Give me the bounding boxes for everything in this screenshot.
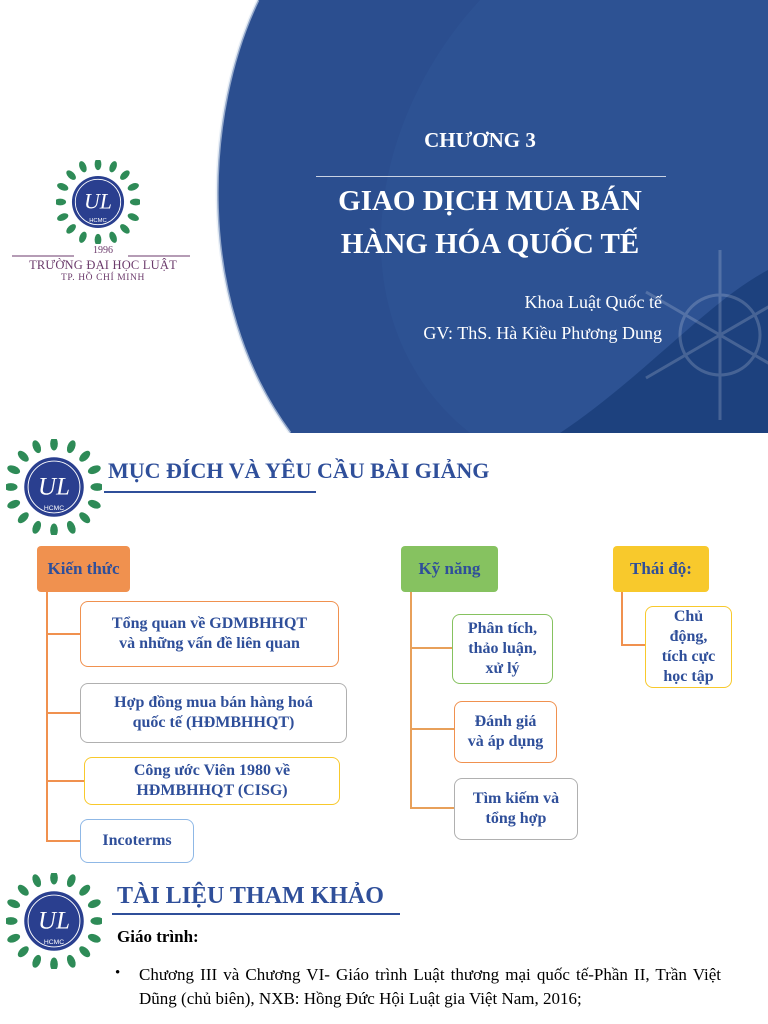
university-city: TP. HỒ CHÍ MINH (61, 273, 145, 283)
skills-connector-1 (410, 647, 452, 649)
attitude-item: Chủ động, tích cực học tập (645, 606, 732, 688)
skills-item: Phân tích, thảo luận, xử lý (452, 614, 553, 684)
category-skills: Kỹ năng (401, 546, 498, 592)
knowledge-item: Tổng quan về GDMBHHQT và những vấn đề liên quan (80, 601, 339, 667)
references-slide (0, 863, 768, 1024)
department-name: Khoa Luật Quốc tế (524, 292, 662, 312)
category-attitude: Thái độ: (613, 546, 709, 592)
svg-text:UL: UL (38, 473, 70, 501)
knowledge-connector-vertical (46, 592, 48, 841)
knowledge-connector-2 (46, 712, 80, 714)
skills-item: Đánh giá và áp dụng (454, 701, 557, 763)
chapter-label: CHƯƠNG 3 (424, 128, 536, 152)
title-slide (0, 0, 768, 433)
category-knowledge: Kiến thức (37, 546, 130, 592)
references-heading: TÀI LIỆU THAM KHẢO (117, 883, 384, 909)
university-name: TRƯỜNG ĐẠI HỌC LUẬT (29, 258, 177, 272)
heading-underline (104, 491, 316, 493)
heading-underline (112, 913, 400, 915)
knowledge-item: Công ước Viên 1980 về HĐMBHHQT (CISG) (84, 757, 340, 805)
textbook-subheading: Giáo trình: (117, 927, 199, 946)
knowledge-item: Incoterms (80, 819, 194, 863)
attitude-connector-1 (621, 644, 646, 646)
university-logo (56, 160, 140, 244)
skills-connector-vertical (410, 592, 412, 808)
svg-text:HCMC: HCMC (89, 218, 107, 225)
knowledge-connector-1 (46, 633, 80, 635)
objectives-slide (0, 433, 768, 863)
skills-connector-2 (410, 728, 454, 730)
attitude-connector-vertical (621, 592, 623, 645)
university-founded-year: 1996 (93, 245, 113, 256)
knowledge-item: Hợp đồng mua bán hàng hoá quốc tế (HĐMBHHQT) (80, 683, 347, 743)
skills-item: Tìm kiếm và tổng hợp (454, 778, 578, 840)
svg-text:HCMC: HCMC (43, 505, 65, 513)
svg-text:UL: UL (38, 907, 70, 935)
slide-title-line1: GIAO DỊCH MUA BÁN (338, 185, 642, 217)
reference-item: Chương III và Chương VI- Giáo trình Luật thương mại quốc tế-Phần II, Trần Việt Dũng (chủ biên), NXB: Hồng Đức Hội Luật gia Việt Nam, 2016; (139, 965, 721, 1008)
teacher-name: GV: ThS. Hà Kiều Phương Dung (423, 323, 662, 343)
knowledge-connector-3 (46, 780, 84, 782)
university-logo (6, 873, 102, 969)
svg-text:UL: UL (84, 189, 112, 214)
slide-title-line2: HÀNG HÓA QUỐC TẾ (340, 228, 640, 260)
bullet-icon: • (115, 965, 121, 981)
skills-connector-3 (410, 807, 454, 809)
slide-title (290, 180, 690, 266)
svg-text:HCMC: HCMC (43, 939, 65, 947)
knowledge-connector-4 (46, 840, 80, 842)
objectives-heading: MỤC ĐÍCH VÀ YÊU CẦU BÀI GIẢNG (108, 458, 490, 483)
university-logo (6, 439, 102, 535)
chapter-divider (316, 176, 666, 177)
